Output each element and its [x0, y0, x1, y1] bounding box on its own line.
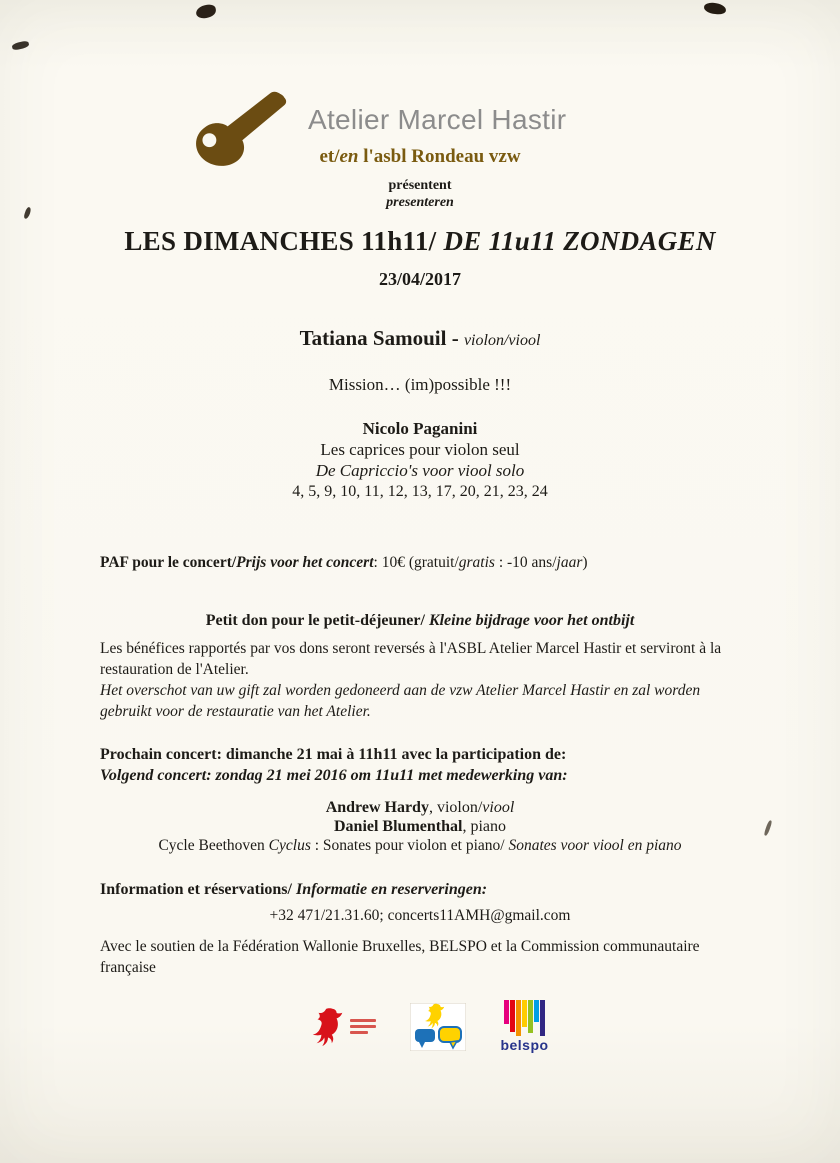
artist2-name: Daniel Blumenthal [333, 818, 463, 835]
cycle-mid: : Sonates pour violon et piano/ [310, 837, 509, 854]
belspo-label: belspo [500, 1037, 549, 1053]
federation-wallonie-bruxelles-logo [410, 1003, 466, 1051]
next-concert-fr: Prochain concert: dimanche 21 mai à 11h11 avec la participation de: [100, 746, 567, 763]
series-title [0, 226, 840, 257]
price-gratis-nl: gratis [458, 554, 495, 571]
next-concert-artist-2 [0, 817, 840, 836]
price-jaar-nl: jaar [556, 554, 583, 571]
artist2-mid: , piano [462, 818, 506, 835]
price-value: : 10€ (gratuit/ [373, 554, 459, 571]
donation-body-fr: Les bénéfices rapportés par vos dons seront reversés à l'ASBL Atelier Marcel Hastir et serviront à la restauration de l'Atelier. [100, 640, 722, 678]
info-heading [0, 881, 840, 899]
artist1-name: Andrew Hardy [325, 799, 429, 816]
composer-name: Nicolo Paganini [362, 419, 478, 438]
header [0, 0, 840, 210]
artist1-mid: , violon/ [428, 799, 483, 816]
price-line [0, 554, 840, 572]
artist-line [0, 326, 840, 351]
logo-caption-lines [350, 1019, 376, 1034]
donation-body-nl: Het overschot van uw gift zal worden gedoneerd aan de vzw Atelier Marcel Hastir en zal worden gebruikt voor de restauratie van het Atelier. [100, 682, 701, 720]
presenter-nl: en [339, 146, 359, 167]
presenters-line [0, 146, 840, 168]
org-name: Atelier Marcel Hastir [308, 104, 567, 135]
caprice-numbers: 4, 5, 9, 10, 11, 12, 13, 17, 20, 21, 23, 24 [292, 483, 548, 500]
rooster-icon [311, 1007, 345, 1047]
cycle-nl: Sonates voor viool en piano [508, 837, 682, 854]
artist-instrument: violon/viool [463, 332, 541, 349]
cycle-fr: Cycle Beethoven [158, 837, 269, 854]
cycle-line [0, 836, 840, 855]
present-word-fr: présentent [388, 178, 452, 193]
belspo-stripes-icon [504, 1000, 545, 1036]
work-title-nl: De Capriccio's voor viool solo [315, 461, 525, 480]
presenter-rest: l'asbl Rondeau vzw [358, 146, 521, 167]
info-heading-fr: Information et réservations/ [100, 881, 296, 898]
donation-heading-nl: Kleine bijdrage voor het ontbijt [428, 612, 635, 629]
concert-date: 23/04/2017 [378, 269, 461, 289]
support-line: Avec le soutien de la Fédération Wallonie Bruxelles, BELSPO et la Commission communautaire française [100, 938, 700, 976]
sponsor-logos [0, 1000, 840, 1053]
program-theme: Mission… (im)possible !!! [328, 375, 512, 394]
next-concert-artist-1 [0, 798, 840, 817]
cycle-nl-word: Cyclus [268, 837, 311, 854]
next-concert-nl: Volgend concert: zondag 21 mei 2016 om 11u11 met medewerking van: [100, 767, 568, 784]
present-word-nl: presenteren [386, 195, 454, 210]
price-label-nl: Prijs voor het concert [236, 554, 374, 571]
price-between: : -10 ans/ [494, 554, 557, 571]
work-title-fr: Les caprices pour violon seul [320, 440, 520, 459]
contact-line: +32 471/21.31.60; concerts11AMH@gmail.com [269, 907, 571, 924]
artist1-instrument-nl: viool [482, 799, 515, 816]
price-close: ) [582, 554, 588, 571]
artist-name: Tatiana Samouil [299, 326, 447, 350]
belspo-logo [500, 1000, 548, 1053]
donation-heading-fr: Petit don pour le petit-déjeuner/ [205, 612, 429, 629]
donation-heading [0, 612, 840, 630]
price-label-fr: PAF pour le concert/ [100, 554, 237, 571]
series-title-nl: DE 11u11 ZONDAGEN [436, 226, 716, 256]
presenter-fr: et/ [319, 146, 340, 167]
walloon-rooster-logo [311, 1007, 376, 1047]
series-title-fr: LES DIMANCHES 11h11/ [124, 226, 437, 256]
info-heading-nl: Informatie en reserveringen: [295, 881, 488, 898]
artist-dash: - [446, 326, 464, 350]
